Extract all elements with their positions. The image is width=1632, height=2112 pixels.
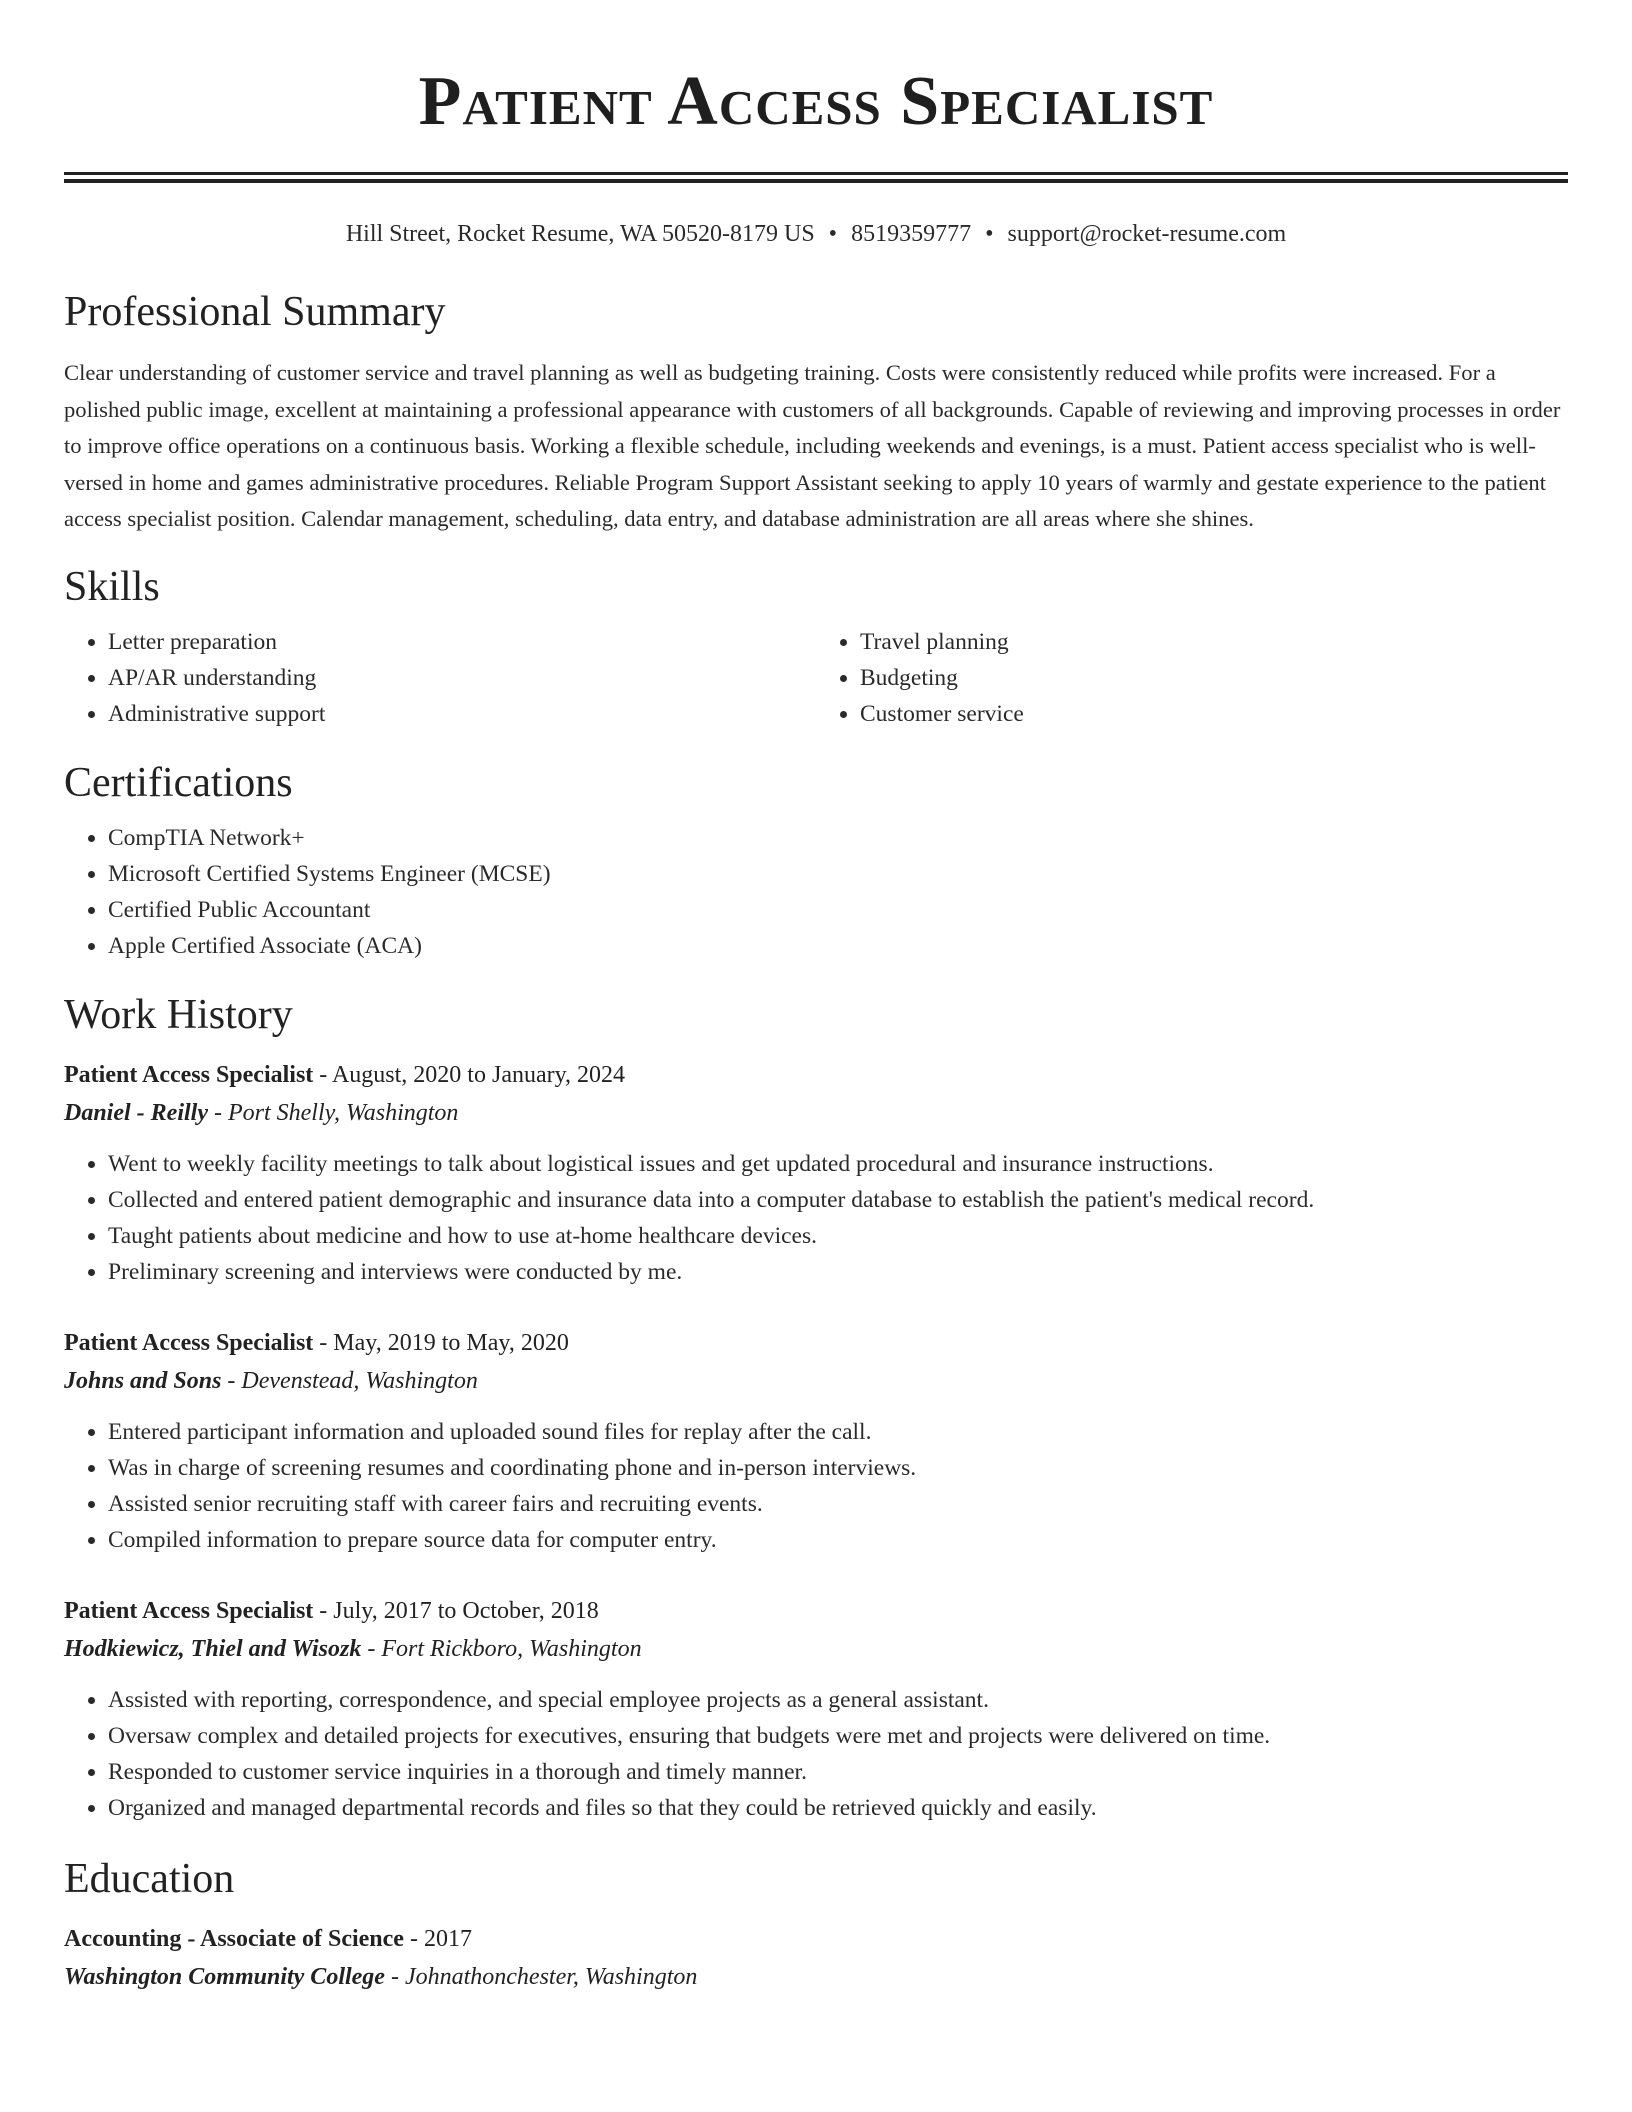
education-school: Washington Community College bbox=[64, 1963, 385, 1990]
certification-item: • Apple Certified Associate (ACA) bbox=[108, 928, 1568, 964]
job-title: Patient Access Specialist bbox=[64, 1061, 314, 1088]
job-duty: • Oversaw complex and detailed projects for executives, ensuring that budgets were met and projects were delivered on time. bbox=[108, 1718, 1568, 1754]
job-header bbox=[64, 1324, 1568, 1362]
education-degree: Accounting - Associate of Science bbox=[64, 1925, 404, 1952]
skills-column-left bbox=[64, 624, 816, 732]
resume-name: Patient Access Specialist bbox=[418, 63, 1214, 140]
job-entry bbox=[64, 1324, 1568, 1558]
job-duty: • Preliminary screening and interviews were conducted by me. bbox=[108, 1254, 1568, 1290]
skills-column-right bbox=[816, 624, 1568, 732]
job-title: Patient Access Specialist bbox=[64, 1597, 314, 1624]
job-duty: • Entered participant information and uploaded sound files for replay after the call. bbox=[108, 1414, 1568, 1450]
contact-separator: • bbox=[828, 221, 838, 247]
education-year: - 2017 bbox=[403, 1925, 472, 1952]
job-duty: • Compiled information to prepare source data for computer entry. bbox=[108, 1522, 1568, 1558]
education-heading: Education bbox=[64, 1855, 235, 1902]
job-duty: • Assisted senior recruiting staff with career fairs and recruiting events. bbox=[108, 1486, 1568, 1522]
job-dates: - July, 2017 to October, 2018 bbox=[313, 1597, 599, 1624]
contact-address: Hill Street, Rocket Resume, WA 50520-8179 US bbox=[345, 221, 815, 247]
education-location: - Johnathonchester, Washington bbox=[384, 1963, 698, 1990]
job-header bbox=[64, 1592, 1568, 1630]
skill-item: • Budgeting bbox=[860, 660, 1568, 696]
certification-item: • Microsoft Certified Systems Engineer (MCSE) bbox=[108, 856, 1568, 892]
certification-item: • CompTIA Network+ bbox=[108, 820, 1568, 856]
job-dates: - May, 2019 to May, 2020 bbox=[313, 1329, 569, 1356]
job-duties bbox=[64, 1414, 1568, 1558]
job-company: Daniel - Reilly bbox=[64, 1099, 208, 1126]
contact-separator: • bbox=[985, 221, 994, 247]
job-location: - Fort Rickboro, Washington bbox=[361, 1635, 642, 1662]
work-history-heading: Work History bbox=[64, 991, 293, 1038]
certifications-list bbox=[64, 820, 1568, 964]
job-dates: - August, 2020 to January, 2024 bbox=[313, 1061, 626, 1088]
certification-item: • Certified Public Accountant bbox=[108, 892, 1568, 928]
header-divider bbox=[64, 172, 1568, 183]
job-employer bbox=[64, 1094, 1568, 1132]
job-title: Patient Access Specialist bbox=[64, 1329, 314, 1356]
job-duty: • Taught patients about medicine and how to use at-home healthcare devices. bbox=[108, 1218, 1568, 1254]
job-employer bbox=[64, 1630, 1568, 1668]
summary-text: Clear understanding of customer service and travel planning as well as budgeting training. Costs were consistently reduced while profits were increased. For a polished public image, excellent at maintaining a professional appearance with customers of all backgrounds. Capable of reviewing and improving processes in order to improve office operations on a continuous basis. Working a flexible schedule, including weekends and evenings, is a must. Patient access specialist who is well-versed in home and games administrative procedures. Reliable Program Support Assistant seeking to apply 10 years of warmly and gestate experience to the patient access specialist position. Calendar management, scheduling, data entry, and database administration are all areas where she shines. bbox=[64, 360, 1561, 531]
job-company: Johns and Sons bbox=[64, 1367, 222, 1394]
certifications-heading: Certifications bbox=[64, 759, 293, 806]
skill-item: • Travel planning bbox=[860, 624, 1568, 660]
skills-heading: Skills bbox=[64, 563, 160, 610]
education-entry bbox=[64, 1920, 1568, 1996]
job-duties bbox=[64, 1146, 1568, 1290]
job-header bbox=[64, 1056, 1568, 1094]
contact-email[interactable]: support@rocket-resume.com bbox=[1007, 221, 1287, 247]
skills-list bbox=[64, 624, 1568, 732]
job-duty: • Assisted with reporting, correspondence, and special employee projects as a general assistant. bbox=[108, 1682, 1568, 1718]
job-duty: • Was in charge of screening resumes and coordinating phone and in-person interviews. bbox=[108, 1450, 1568, 1486]
job-duties bbox=[64, 1682, 1568, 1826]
skill-item: • Letter preparation bbox=[108, 624, 816, 660]
job-employer bbox=[64, 1362, 1568, 1400]
contact-line bbox=[64, 219, 1568, 249]
job-location: - Port Shelly, Washington bbox=[207, 1099, 459, 1126]
skill-item: • AP/AR understanding bbox=[108, 660, 816, 696]
skill-item: • Administrative support bbox=[108, 696, 816, 732]
skill-item: • Customer service bbox=[860, 696, 1568, 732]
job-entry bbox=[64, 1592, 1568, 1826]
education-header bbox=[64, 1920, 1568, 1958]
education-institution bbox=[64, 1958, 1568, 1996]
job-duty: • Organized and managed departmental records and files so that they could be retrieved quickly and easily. bbox=[108, 1790, 1568, 1826]
job-location: - Devenstead, Washington bbox=[221, 1367, 478, 1394]
summary-heading: Professional Summary bbox=[64, 289, 446, 335]
job-entry bbox=[64, 1056, 1568, 1290]
job-duty: • Collected and entered patient demographic and insurance data into a computer database to establish the patient's medical record. bbox=[108, 1182, 1568, 1218]
job-duty: • Went to weekly facility meetings to talk about logistical issues and get updated procedural and insurance instructions. bbox=[108, 1146, 1568, 1182]
job-company: Hodkiewicz, Thiel and Wisozk bbox=[64, 1635, 362, 1662]
contact-phone: 8519359777 bbox=[851, 221, 972, 247]
job-duty: • Responded to customer service inquiries in a thorough and timely manner. bbox=[108, 1754, 1568, 1790]
